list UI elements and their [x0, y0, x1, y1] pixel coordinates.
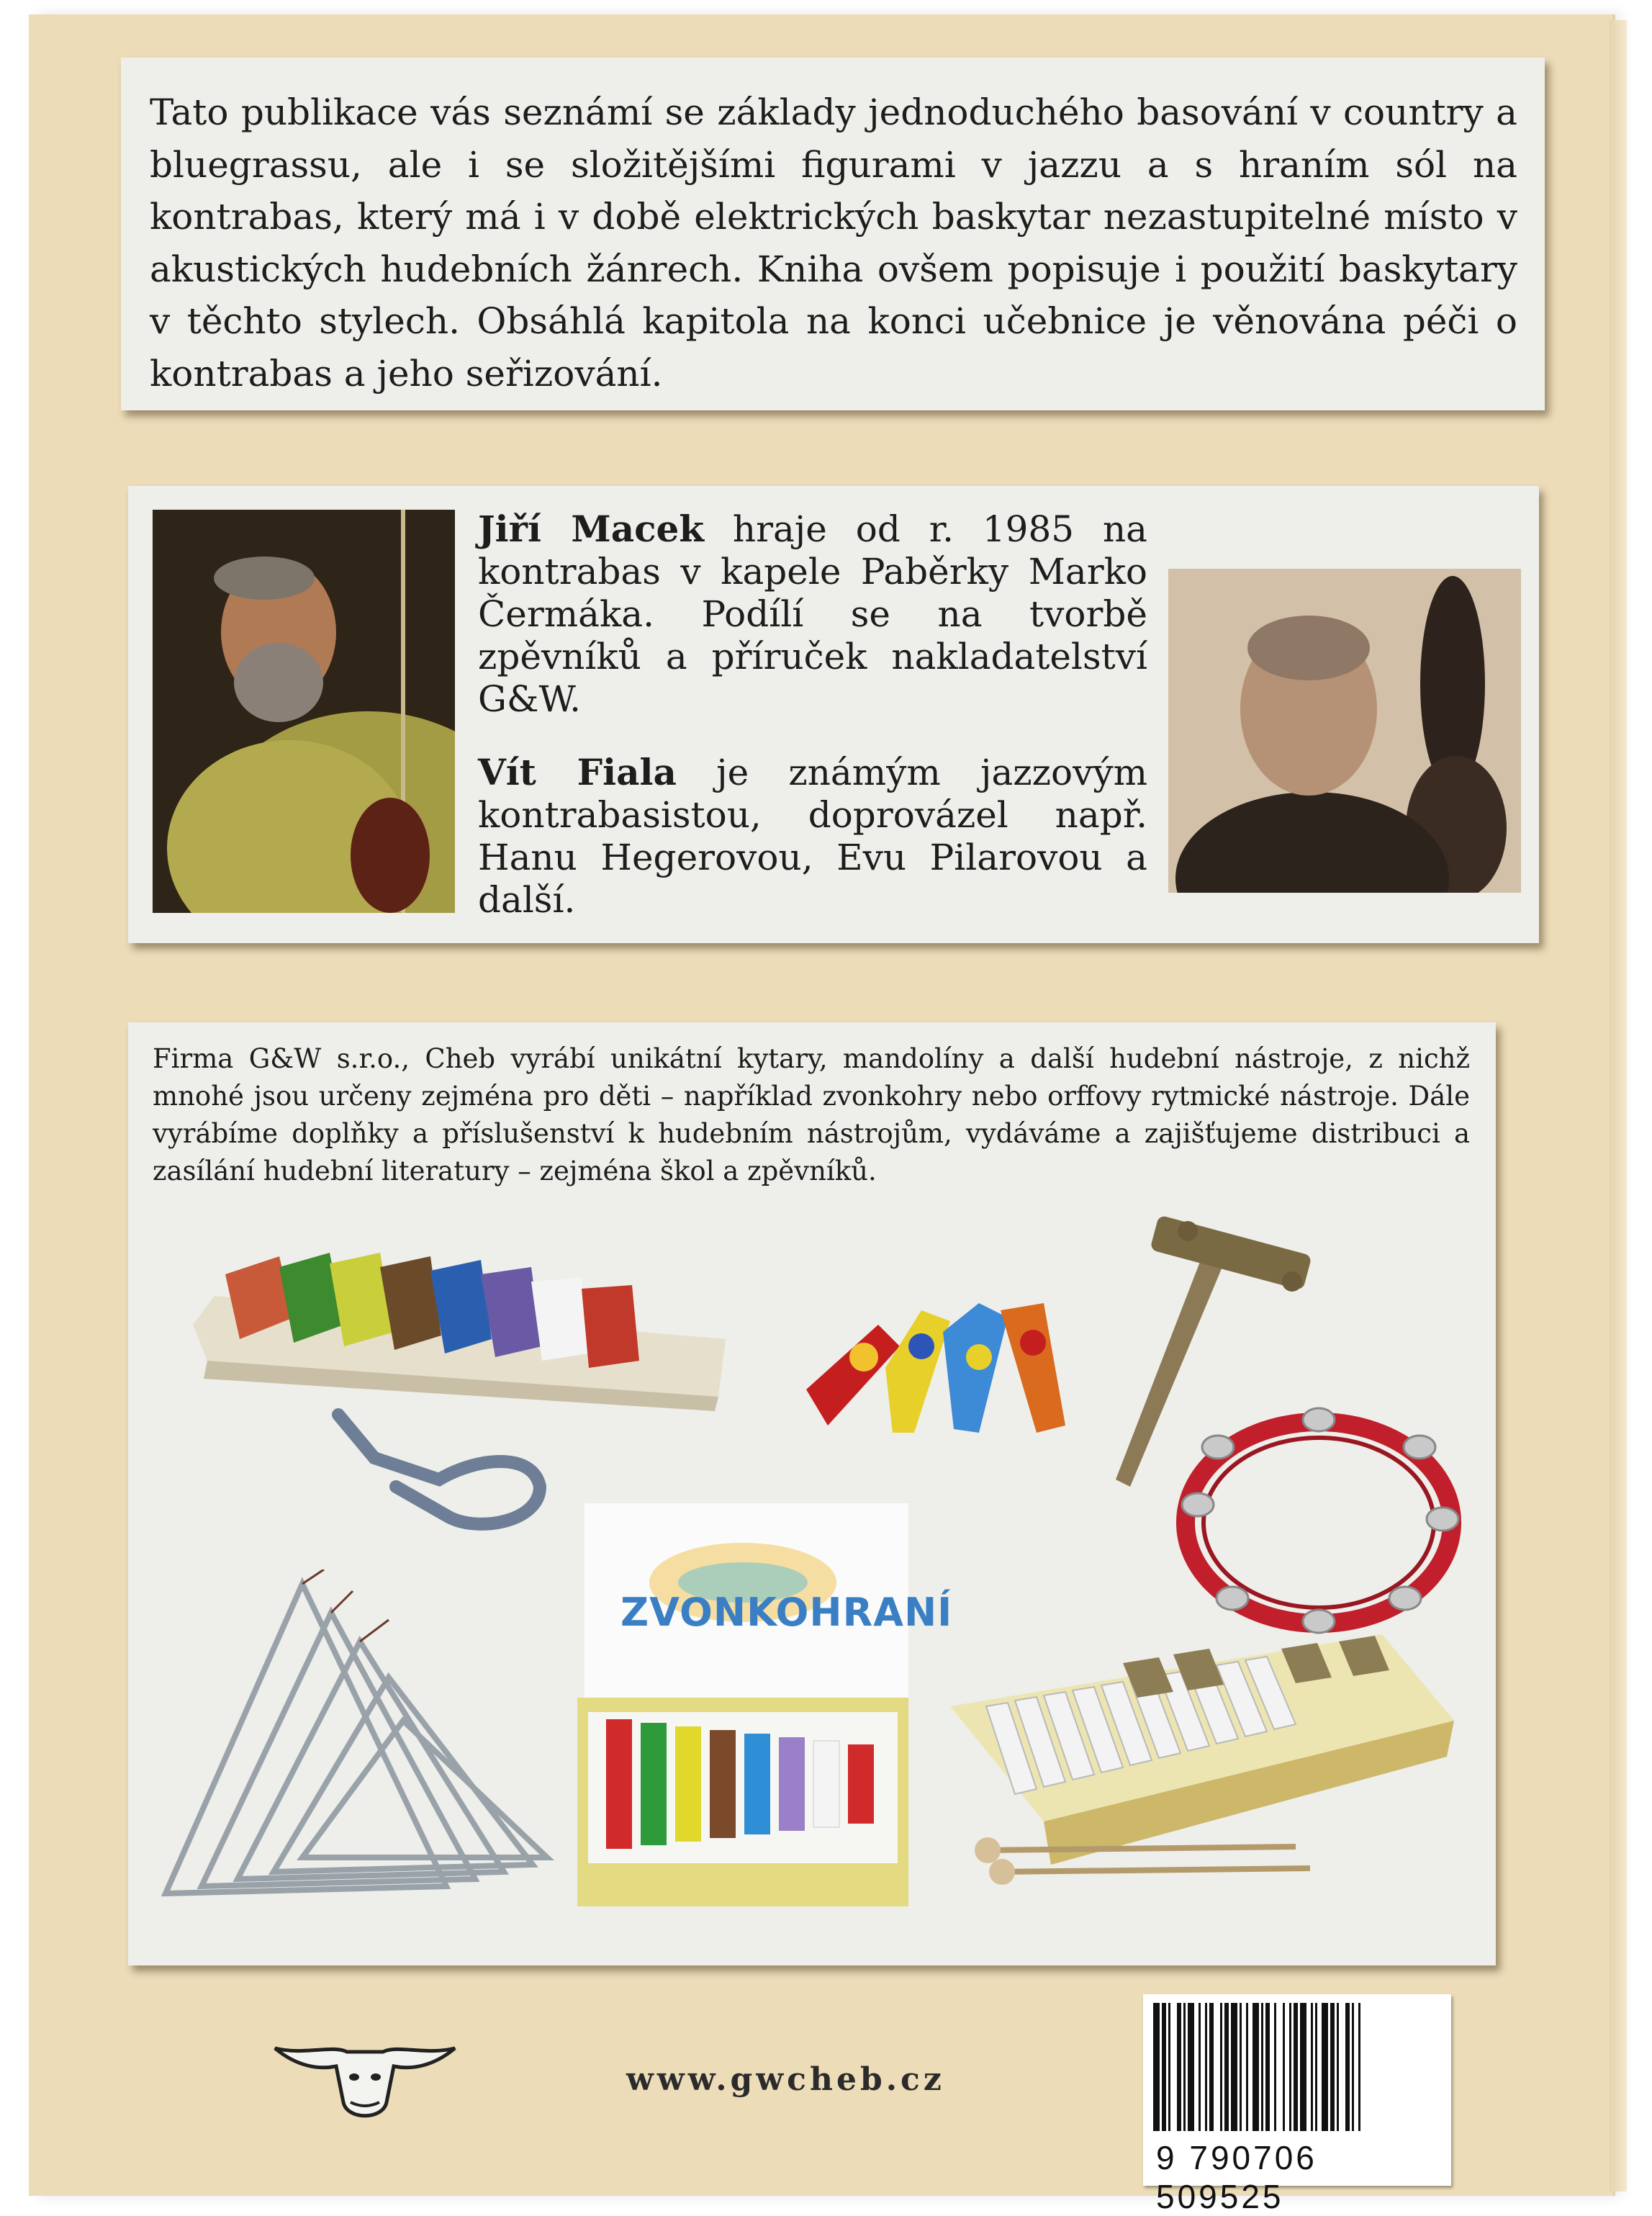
zvonkohra-box-image: [577, 1503, 916, 1906]
author-photo-vit-fiala: [1168, 569, 1521, 893]
author-name-1: Jiří Macek: [478, 508, 705, 550]
barcode-bar: [1315, 2003, 1317, 2131]
jaw-harp-image: [331, 1407, 547, 1537]
author-bio-text-2: je známým jazzovým kontrabasistou, doprovázel např. Hanu Hegerovou, Evu Pilarovou a další.: [478, 752, 1147, 921]
barcode-bar: [1205, 2003, 1207, 2131]
zvonkohra-box-label: ZVONKOHRANÍ: [620, 1590, 953, 1635]
author-photo-2-image: [1168, 569, 1521, 893]
barcode-bar: [1289, 2003, 1291, 2131]
barcode-number: 9 790706 509525: [1156, 2139, 1317, 2215]
author-photo-jiri-macek: [153, 510, 455, 913]
barcode-bar: [1352, 2003, 1354, 2131]
barcode-bar: [1177, 2003, 1181, 2131]
colored-glockenspiel-image: [186, 1217, 733, 1418]
intro-text: Tato publikace vás seznámí se základy jednoduchého basování v country a bluegrassu, ale i se složitějšími figurami v jazzu a s hraním sól na kontrabas, který má i v době elektrických baskytar nezastupitelné místo v akustických hudebních žánrech. Kniha ovšem popisuje i použití baskytary v těchto stylech. Obsáhlá kapitola na konci učebnice je věnována péči o kontrabas a jeho seřizování.: [150, 91, 1517, 395]
book-spine-edge: [1610, 20, 1627, 2192]
barcode-bar: [1246, 2003, 1248, 2131]
barcode-bar: [1330, 2003, 1335, 2131]
author-name-2: Vít Fiala: [478, 751, 677, 793]
barcode-bar: [1358, 2003, 1360, 2131]
barcode-bar: [1283, 2003, 1285, 2131]
barcode-bar: [1162, 2003, 1166, 2131]
barcode-bar: [1183, 2003, 1186, 2131]
barcode-bar: [1345, 2003, 1350, 2131]
author-bio-2: [478, 751, 1147, 922]
author-bio-1: [478, 508, 1147, 721]
barcode-bar: [1337, 2003, 1339, 2131]
barcode-bar: [1322, 2003, 1328, 2131]
barcode-bar: [1311, 2003, 1313, 2131]
kazoos-image: [799, 1289, 1073, 1447]
tambourine-image: [1175, 1404, 1463, 1634]
barcode-bar: [1274, 2003, 1276, 2131]
barcode-bar: [1199, 2003, 1201, 2131]
barcode-bar: [1224, 2003, 1229, 2131]
author-photo-1-image: [153, 510, 455, 913]
triangles-image: [158, 1569, 561, 1908]
barcode-bar: [1209, 2003, 1214, 2131]
barcode-bar: [1240, 2003, 1242, 2131]
barcode-bars: [1143, 1994, 1451, 2138]
metallophone-image: [936, 1634, 1468, 1886]
barcode-bar: [1252, 2003, 1259, 2131]
barcode-bar: [1188, 2003, 1194, 2131]
intro-panel: [121, 58, 1545, 410]
barcode-bar: [1261, 2003, 1263, 2131]
barcode: [1143, 1994, 1451, 2215]
barcode-bar: [1231, 2003, 1237, 2131]
bull-head-logo-icon: [268, 2016, 462, 2131]
barcode-bar: [1220, 2003, 1222, 2131]
website-url: www.gwcheb.cz: [626, 2061, 945, 2098]
company-text: Firma G&W s.r.o., Cheb vyrábí unikátní kytary, mandolíny a další hudební nástroje, z nichž mnohé jsou určeny zejména pro děti – například zvonkohry nebo orffovy rytmické nástroje. Dále vyrábíme doplňky a příslušenství k hudebním nástrojům, vydáváme a zajišťujeme distribuci a zasílání hudební literatury – zejména škol a zpěvníků.: [153, 1043, 1470, 1186]
author-bio-text-1: hraje od r. 1985 na kontrabas v kapele Paběrky Marko Čermáka. Podílí se na tvorbě zpěvníků a příruček nakladatelství G&W.: [478, 508, 1147, 720]
barcode-bar: [1265, 2003, 1270, 2131]
barcode-bar: [1300, 2003, 1306, 2131]
barcode-bar: [1153, 2003, 1160, 2131]
barcode-bar: [1294, 2003, 1298, 2131]
barcode-bar: [1168, 2003, 1170, 2131]
